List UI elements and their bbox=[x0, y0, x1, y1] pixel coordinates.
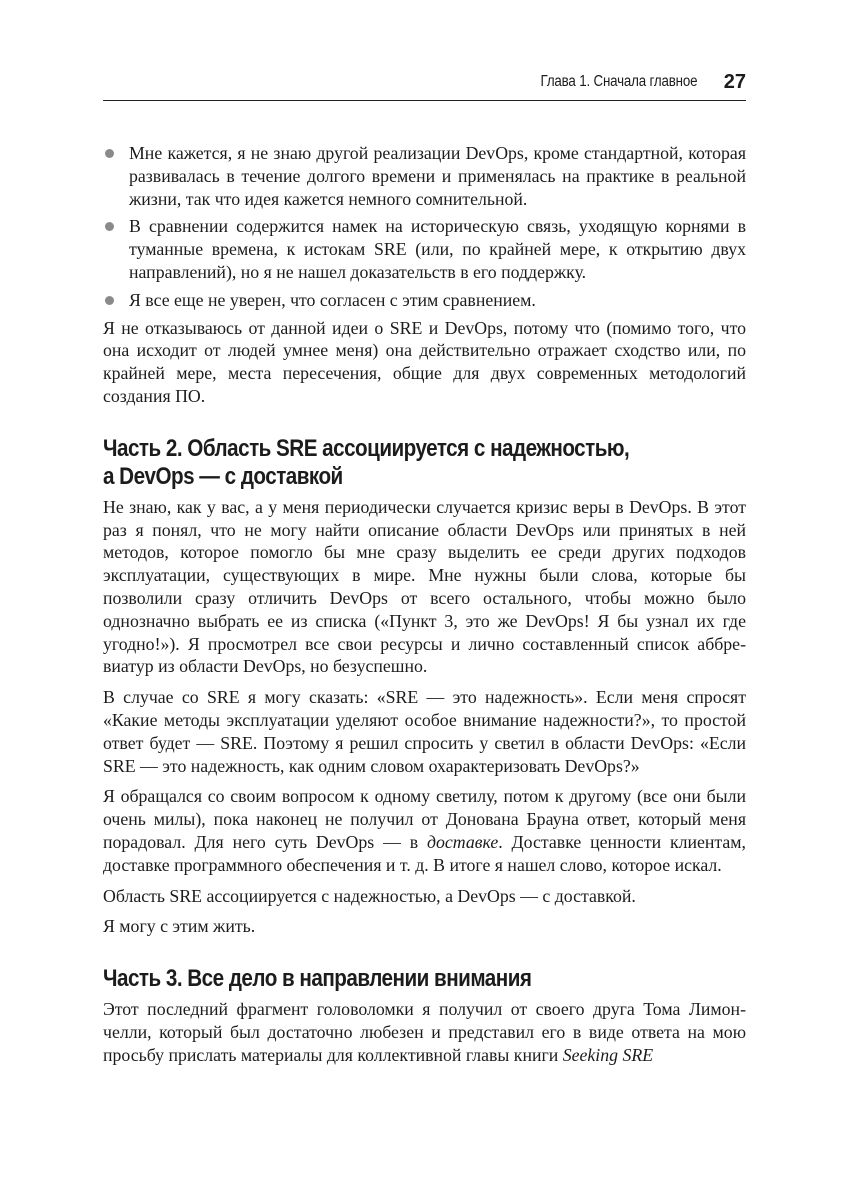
book-title-emphasis: Seeking SRE bbox=[562, 1044, 654, 1065]
page-number: 27 bbox=[723, 70, 746, 93]
section-2-paragraph-2: В случае со SRE я могу сказать: «SRE — это надежность». Если меня спросят «Какие методы эксплуатации уделяют особое внимание надежности?», то простой ответ будет — SRE. Поэтому я решил спросить у светил в области DevOps: «Если SRE — это надежность, как одним словом охарактеризовать DevOps?» bbox=[103, 687, 746, 776]
section-2-paragraph-3 bbox=[103, 785, 746, 876]
list-item bbox=[103, 215, 746, 283]
running-header bbox=[103, 64, 746, 101]
list-item bbox=[103, 289, 746, 312]
section-2-paragraph-3-text-b: . Доставке ценности клиентам, доставке программного обеспечения и т. д. В итоге я нашел слово, которое искал. bbox=[103, 831, 746, 875]
book-page bbox=[103, 64, 746, 1075]
section-2-heading bbox=[103, 435, 744, 491]
section-3-paragraph-1 bbox=[103, 998, 746, 1066]
bullet-text: Мне кажется, я не знаю другой реализации DevOps, кроме стандартной, которая развивалась в течение долгого времени и применялась на практике в реальной жизни, так что идея кажется немного сомнительной. bbox=[129, 143, 746, 209]
section-3-paragraph-1-text: Этот последний фрагмент головоломки я получил от своего друга Тома Лимончелли, который был достаточно любезен и представил его в виде ответа на мою просьбу прислать материалы для коллективной главы книги bbox=[103, 999, 746, 1065]
bullet-list bbox=[103, 142, 746, 312]
intro-paragraph: Я не отказываюсь от данной идеи о SRE и DevOps, потому что (помимо того, что она исходит от людей умнее меня) она действительно отражает сходство или, по крайней мере, места пересечения, общие для двух современных методологий создания ПО. bbox=[103, 317, 746, 406]
section-2-heading-line-1: Часть 2. Область SRE ассоциируется с надежностью, bbox=[103, 434, 630, 462]
page-body bbox=[103, 142, 746, 1067]
list-item bbox=[103, 142, 746, 210]
section-2-paragraph-5: Я могу с этим жить. bbox=[103, 916, 256, 937]
section-2-paragraph-3-emphasis: доставке bbox=[427, 831, 499, 852]
section-2-paragraph-3-text-a: Я обращался со своим вопросом к одному светилу, потом к другому (все они были очень милы), пока наконец не получил от Донована Брауна ответ, который меня порадовал. Для него суть DevOps — в bbox=[103, 786, 746, 852]
bullet-text: В сравнении содержится намек на историческую связь, уходящую корнями в туманные времена, к истокам SRE (или, по крайней мере, к открытию двух направлений), но я не нашел доказательств в его поддержку. bbox=[129, 216, 746, 282]
section-3-heading: Часть 3. Все дело в направлении внимания bbox=[103, 965, 532, 993]
section-2-paragraph-4: Область SRE ассоциируется с надежностью, а DevOps — с доставкой. bbox=[103, 885, 636, 906]
bullet-dot-icon bbox=[105, 222, 114, 231]
bullet-dot-icon bbox=[105, 149, 114, 158]
bullet-dot-icon bbox=[105, 296, 114, 305]
section-2-heading-line-2: а DevOps — с доставкой bbox=[103, 462, 343, 490]
bullet-text: Я все еще не уверен, что согласен с этим сравнением. bbox=[129, 289, 536, 310]
chapter-title: Глава 1. Сначала главное bbox=[540, 73, 698, 90]
section-2-paragraph-1: Не знаю, как у вас, а у меня периодически случается кризис веры в DevOps. В этот раз я понял, что не могу найти описание области DevOps или принятых в ней методов, которое помогло бы мне сразу выделить ее среди других подходов эксплуатации, существующих в мире. Мне нужны были слова, которые бы позволили сразу отличить DevOps от всего остального, чтобы можно было однозначно выбрать ее из списка («Пункт 3, это же DevOps! Я бы узнал их где угодно!»). Я просмотрел все свои ресурсы и лично составленный список аббревиатур из области DevOps, но безуспешно. bbox=[103, 496, 746, 677]
